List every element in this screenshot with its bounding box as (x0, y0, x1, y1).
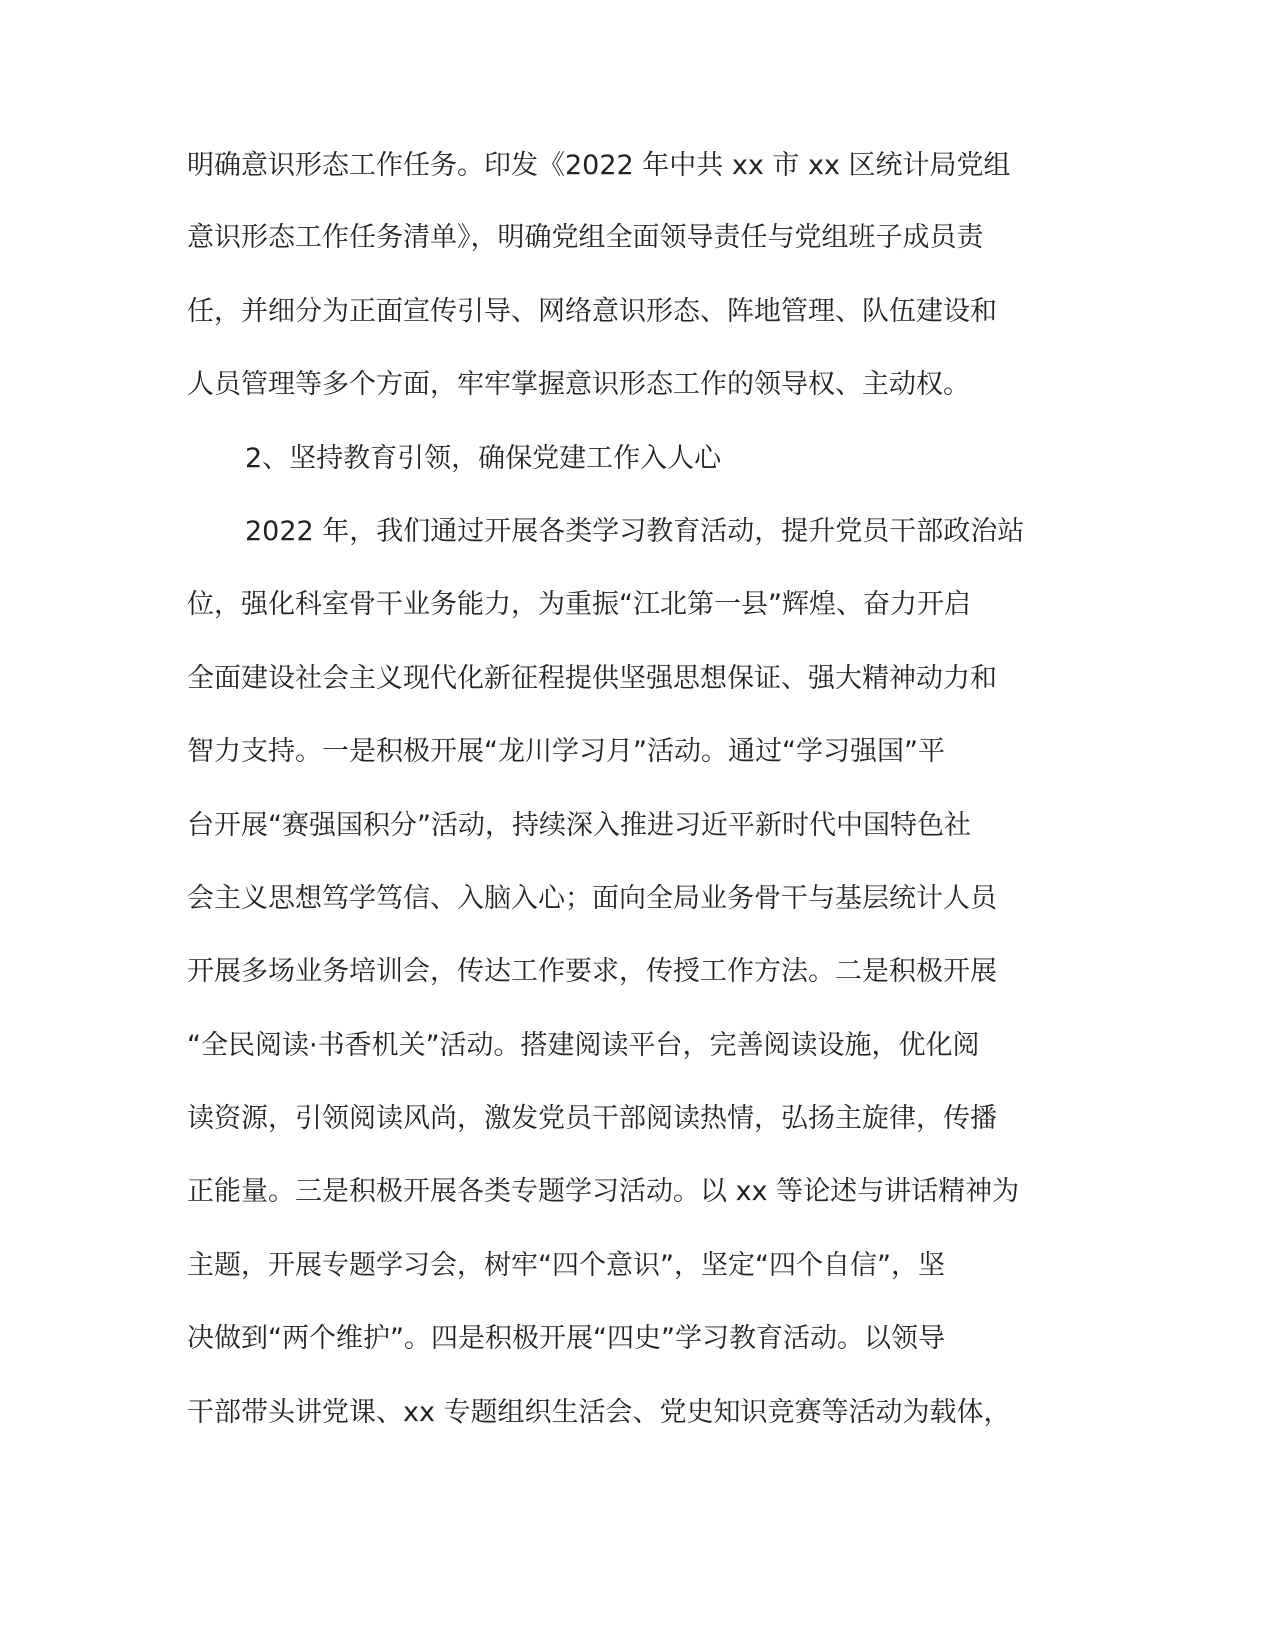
text-line: 会主义思想笃学笃信、入脑入心；面向全局业务骨干与基层统计人员 (187, 883, 997, 914)
text-line: 明确意识形态工作任务。印发《2022 年中共 xx 市 xx 区统计局党组 (187, 150, 1011, 181)
text-line: 正能量。三是积极开展各类专题学习活动。以 xx 等论述与讲话精神为 (187, 1176, 1020, 1207)
text-line: 位，强化科室骨干业务能力，为重振“江北第一县”辉煌、奋力开启 (187, 589, 971, 620)
text-line: 决做到“两个维护”。四是积极开展“四史”学习教育活动。以领导 (187, 1323, 945, 1354)
text-line: 读资源，引领阅读风尚，激发党员干部阅读热情，弘扬主旋律，传播 (187, 1103, 997, 1134)
text-line: 任，并细分为正面宣传引导、网络意识形态、阵地管理、队伍建设和 (187, 296, 997, 327)
text-line: 全面建设社会主义现代化新征程提供坚强思想保证、强大精神动力和 (187, 663, 997, 694)
text-line: 2022 年，我们通过开展各类学习教育活动，提升党员干部政治站 (245, 516, 1025, 547)
text-line: 开展多场业务培训会，传达工作要求，传授工作方法。二是积极开展 (187, 956, 997, 987)
text-line: 意识形态工作任务清单》，明确党组全面领导责任与党组班子成员责 (187, 222, 984, 253)
section-heading: 2、坚持教育引领，确保党建工作入人心 (245, 443, 722, 474)
text-line: 智力支持。一是积极开展“龙川学习月”活动。通过“学习强国”平 (187, 736, 945, 767)
text-line: “全民阅读·书香机关”活动。搭建阅读平台，完善阅读设施，优化阅 (187, 1030, 980, 1061)
text-line: 台开展“赛强国积分”活动，持续深入推进习近平新时代中国特色社 (187, 810, 971, 841)
text-line: 干部带头讲党课、xx 专题组织生活会、党史知识竞赛等活动为载体， (187, 1397, 1011, 1428)
text-line: 主题，开展专题学习会，树牢“四个意识”，坚定“四个自信”，坚 (187, 1250, 945, 1281)
text-line: 人员管理等多个方面，牢牢掌握意识形态工作的领导权、主动权。 (187, 369, 970, 400)
